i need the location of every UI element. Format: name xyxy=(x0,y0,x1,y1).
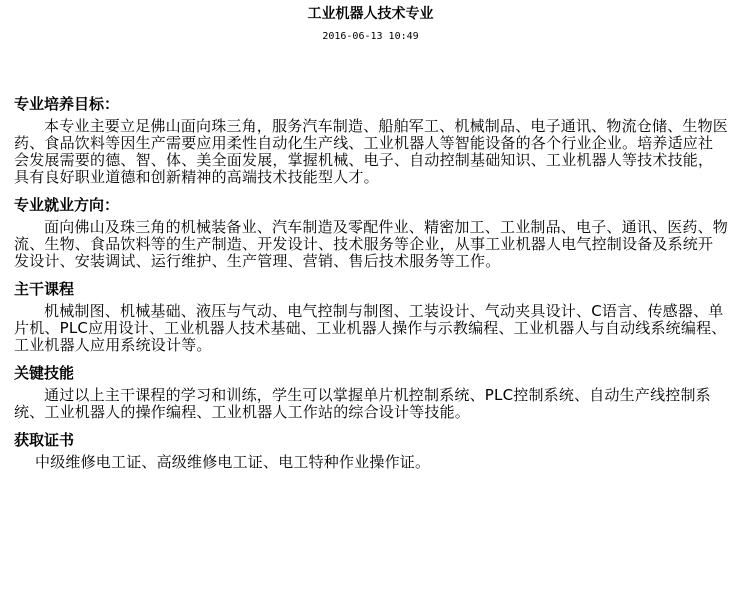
section-heading: 专业培养目标： xyxy=(14,95,120,113)
section-training-goals xyxy=(14,93,728,186)
section-paragraph: 中级维修电工证、高级维修电工证、电工特种作业操作证。 xyxy=(35,453,431,471)
section-employment xyxy=(14,194,728,270)
section-heading: 主干课程 xyxy=(14,280,75,298)
article-body xyxy=(14,93,728,479)
publish-date: 2016-06-13 10:49 xyxy=(322,31,419,42)
section-paragraph: 机械制图、机械基础、液压与气动、电气控制与制图、工装设计、气动夹具设计、C语言、传感器、单片机、PLC应用设计、工业机器人技术基础、工业机器人操作与示教编程、工业机器人与自动线系统编程、工业机器人应用系统设计等。 xyxy=(14,302,727,354)
section-heading: 获取证书 xyxy=(14,431,75,449)
section-paragraph: 面向佛山及珠三角的机械装备业、汽车制造及零配件业、精密加工、工业制品、电子、通讯、医药、物流、生物、食品饮料等的生产制造、开发设计、技术服务等企业，从事工业机器人电气控制设备及系统开发设计、安装调试、运行维护、生产管理、营销、售后技术服务等工作。 xyxy=(14,218,729,270)
section-heading: 专业就业方向： xyxy=(14,196,120,214)
section-paragraph: 本专业主要立足佛山面向珠三角，服务汽车制造、船舶军工、机械制品、电子通讯、物流仓储、生物医药、食品饮料等因生产需要应用柔性自动化生产线、工业机器人等智能设备的各个行业企业。培养适应社会发展需要的德、智、体、美全面发展，掌握机械、电子、自动控制基础知识、工业机器人等技术技能，具有良好职业道德和创新精神的高端技术技能型人才。 xyxy=(14,117,729,186)
section-paragraph: 通过以上主干课程的学习和训练，学生可以掌握单片机控制系统、PLC控制系统、自动生产线控制系统、工业机器人的操作编程、工业机器人工作站的综合设计等技能。 xyxy=(14,386,711,421)
section-certificates xyxy=(14,429,728,471)
section-heading: 关键技能 xyxy=(14,364,75,382)
section-core-courses xyxy=(14,278,728,354)
section-key-skills xyxy=(14,362,728,421)
article-title: 工业机器人技术专业 xyxy=(307,6,434,22)
